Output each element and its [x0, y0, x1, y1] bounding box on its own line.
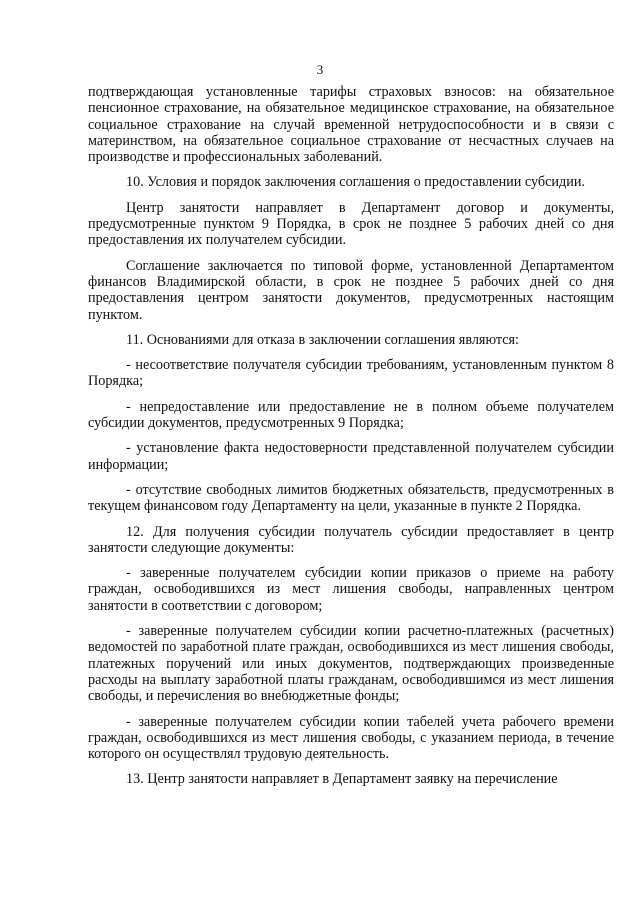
list-item-11-2: - непредоставление или предоставление не в полном объеме получателем субсидии документов, предусмотренных 9 Порядка;	[88, 398, 614, 432]
paragraph-11-heading: 11. Основаниями для отказа в заключении соглашения являются:	[126, 331, 519, 348]
page-number: 3	[316, 62, 324, 77]
list-item-12-2: - заверенные получателем субсидии копии расчетно-платежных (расчетных) ведомостей по заработной плате граждан, освободившихся из мест лишения свободы, платежных поручений или иных документов, подтверждающих произведенные расходы на выплату заработной платы гражданам, освободившимся из мест лишения свободы, и перечисления во внебюджетные фонды;	[88, 623, 614, 705]
paragraph-10-employment-center: Центр занятости направляет в Департамент договор и документы, предусмотренные пунктом 9 Порядка, в срок не позднее 5 рабочих дней со дня предоставления их получателем субсидии.	[88, 199, 614, 249]
document-body	[88, 84, 614, 794]
paragraph-12-heading: 12. Для получения субсидии получатель субсидии предоставляет в центр занятости следующие документы:	[88, 523, 614, 556]
paragraph-insurance-rates: подтверждающая установленные тарифы страховых взносов: на обязательное пенсионное страхование, на обязательное медицинское страхование, на обязательное социальное страхование на случай временной нетрудоспособности и в связи с материнством, на обязательное социальное страхование от несчастных случаев на производстве и профессиональных заболеваний.	[88, 84, 614, 166]
list-item-11-4: - отсутствие свободных лимитов бюджетных обязательств, предусмотренных в текущем финансовом году Департаменту на цели, указанные в пункте 2 Порядка.	[88, 481, 614, 515]
paragraph-10-heading: 10. Условия и порядок заключения соглашения о предоставлении субсидии.	[126, 174, 585, 191]
paragraph-10-agreement: Соглашение заключается по типовой форме, установленной Департаментом финансов Владимирской области, в срок не позднее 5 рабочих дней со дня предоставления центром занятости документов, предусмотренных настоящим пунктом.	[88, 257, 614, 323]
list-item-11-1: - несоответствие получателя субсидии требованиям, установленным пунктом 8 Порядка;	[88, 357, 614, 390]
paragraph-13-heading: 13. Центр занятости направляет в Департамент заявку на перечисление	[126, 771, 558, 788]
list-item-12-1: - заверенные получателем субсидии копии приказов о приеме на работу граждан, освободившихся из мест лишения свободы, направленных центром занятости в соответствии с договором;	[88, 565, 614, 614]
list-item-12-3: - заверенные получателем субсидии копии табелей учета рабочего времени граждан, освободившихся из мест лишения свободы, с указанием периода, в течение которого он осуществлял трудовую деятельность.	[88, 713, 614, 763]
list-item-11-3: - установление факта недостоверности представленной получателем субсидии информации;	[88, 440, 614, 473]
